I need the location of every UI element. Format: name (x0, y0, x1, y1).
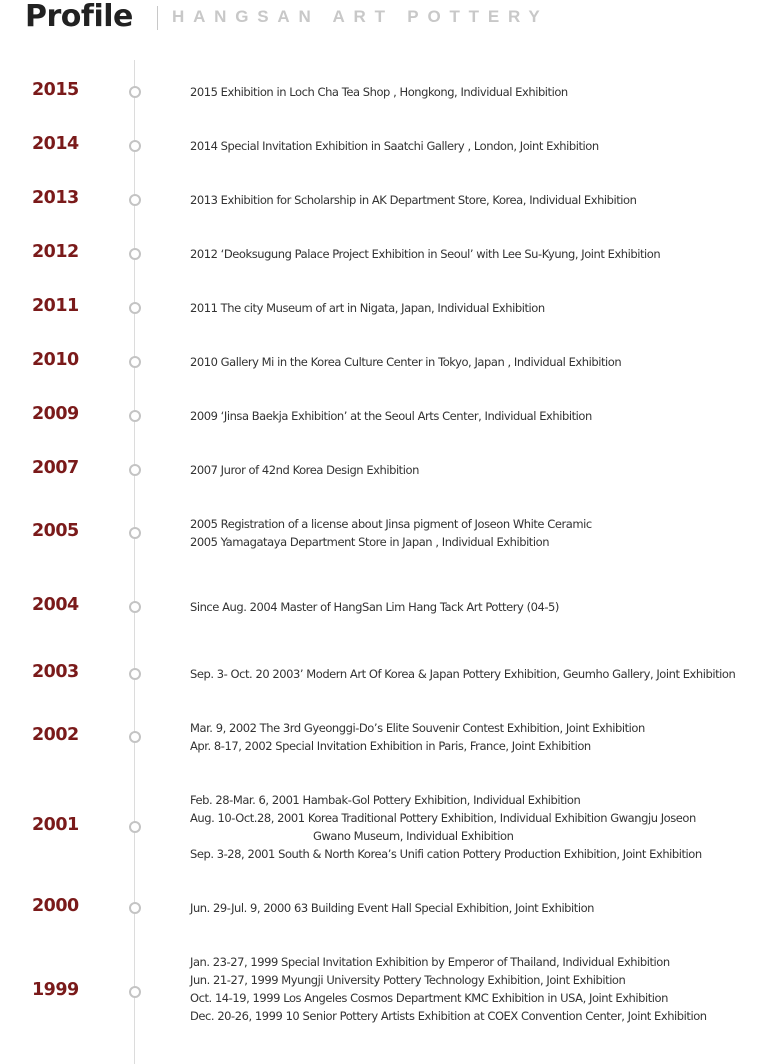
timeline-dot-icon (129, 601, 141, 613)
timeline-dot-icon (129, 302, 141, 314)
timeline-entry-text: 2005 Yamagataya Department Store in Japan , Individual Exhibition (190, 535, 550, 549)
timeline-year: 2009 (32, 404, 79, 424)
timeline-dot-icon (129, 902, 141, 914)
timeline-dot-icon (129, 410, 141, 422)
page-subtitle: HANGSAN ART POTTERY (172, 7, 549, 26)
timeline-dot-icon (129, 527, 141, 539)
timeline-year: 2002 (32, 725, 79, 745)
timeline-year: 2007 (32, 458, 79, 478)
page-title: Profile (25, 0, 133, 34)
timeline-year: 2001 (32, 815, 79, 835)
timeline-entry-text: 2010 Gallery Mi in the Korea Culture Center in Tokyo, Japan , Individual Exhibition (190, 355, 622, 369)
timeline-dot-icon (129, 986, 141, 998)
timeline-entry-text: 2014 Special Invitation Exhibition in Saatchi Gallery , London, Joint Exhibition (190, 139, 599, 153)
timeline-entry-text: 2013 Exhibition for Scholarship in AK Department Store, Korea, Individual Exhibition (190, 193, 637, 207)
timeline-entry-text: 2007 Juror of 42nd Korea Design Exhibition (190, 463, 419, 477)
timeline-year: 2012 (32, 242, 79, 262)
timeline-entry-text: Oct. 14-19, 1999 Los Angeles Cosmos Department KMC Exhibition in USA, Joint Exhibition (190, 991, 668, 1005)
timeline-dot-icon (129, 464, 141, 476)
timeline-year: 2013 (32, 188, 79, 208)
timeline-year: 2000 (32, 896, 79, 916)
timeline-dot-icon (129, 140, 141, 152)
timeline-year: 2015 (32, 80, 79, 100)
timeline-dot-icon (129, 821, 141, 833)
timeline-dot-icon (129, 194, 141, 206)
timeline-year: 2010 (32, 350, 79, 370)
timeline-entry-text: Jan. 23-27, 1999 Special Invitation Exhibition by Emperor of Thailand, Individual Exhibition (190, 955, 670, 969)
timeline-year: 2004 (32, 595, 79, 615)
timeline-dot-icon (129, 356, 141, 368)
timeline-year: 2014 (32, 134, 79, 154)
timeline-entry-text: Gwano Museum, Individual Exhibition (313, 829, 514, 843)
header-divider (157, 6, 158, 30)
timeline-entry-text: 2015 Exhibition in Loch Cha Tea Shop , Hongkong, Individual Exhibition (190, 85, 568, 99)
timeline-entry-text: Since Aug. 2004 Master of HangSan Lim Hang Tack Art Pottery (04-5) (190, 600, 559, 614)
timeline-entry-text: Aug. 10-Oct.28, 2001 Korea Traditional Pottery Exhibition, Individual Exhibition Gwangju Joseon (190, 811, 696, 825)
timeline-entry-text: Apr. 8-17, 2002 Special Invitation Exhibition in Paris, France, Joint Exhibition (190, 739, 591, 753)
timeline-entry-text: 2011 The city Museum of art in Nigata, Japan, Individual Exhibition (190, 301, 545, 315)
timeline-entry-text: 2005 Registration of a license about Jinsa pigment of Joseon White Ceramic (190, 517, 592, 531)
timeline-dot-icon (129, 248, 141, 260)
timeline-entry-text: 2009 ‘Jinsa Baekja Exhibition’ at the Seoul Arts Center, Individual Exhibition (190, 409, 592, 423)
timeline-year: 2003 (32, 662, 79, 682)
timeline-entry-text: Dec. 20-26, 1999 10 Senior Pottery Artists Exhibition at COEX Convention Center, Joint Exhibition (190, 1009, 707, 1023)
timeline-entry-text: Jun. 21-27, 1999 Myungji University Pottery Technology Exhibition, Joint Exhibition (190, 973, 626, 987)
timeline-dot-icon (129, 668, 141, 680)
timeline-entry-text: Sep. 3- Oct. 20 2003’ Modern Art Of Korea & Japan Pottery Exhibition, Geumho Gallery, Joint Exhibition (190, 667, 736, 681)
timeline-year: 2011 (32, 296, 79, 316)
timeline-entry-text: Mar. 9, 2002 The 3rd Gyeonggi-Do’s Elite Souvenir Contest Exhibition, Joint Exhibition (190, 721, 645, 735)
timeline-year: 1999 (32, 980, 79, 1000)
timeline-dot-icon (129, 731, 141, 743)
timeline-entry-text: Sep. 3-28, 2001 South & North Korea’s Unifi cation Pottery Production Exhibition, Joint Exhibition (190, 847, 702, 861)
timeline-entry-text: 2012 ‘Deoksugung Palace Project Exhibition in Seoul’ with Lee Su-Kyung, Joint Exhibition (190, 247, 661, 261)
timeline-dot-icon (129, 86, 141, 98)
timeline-entry-text: Feb. 28-Mar. 6, 2001 Hambak-Gol Pottery Exhibition, Individual Exhibition (190, 793, 581, 807)
page-header (0, 0, 760, 40)
timeline-year: 2005 (32, 521, 79, 541)
timeline-entry-text: Jun. 29-Jul. 9, 2000 63 Building Event Hall Special Exhibition, Joint Exhibition (190, 901, 595, 915)
